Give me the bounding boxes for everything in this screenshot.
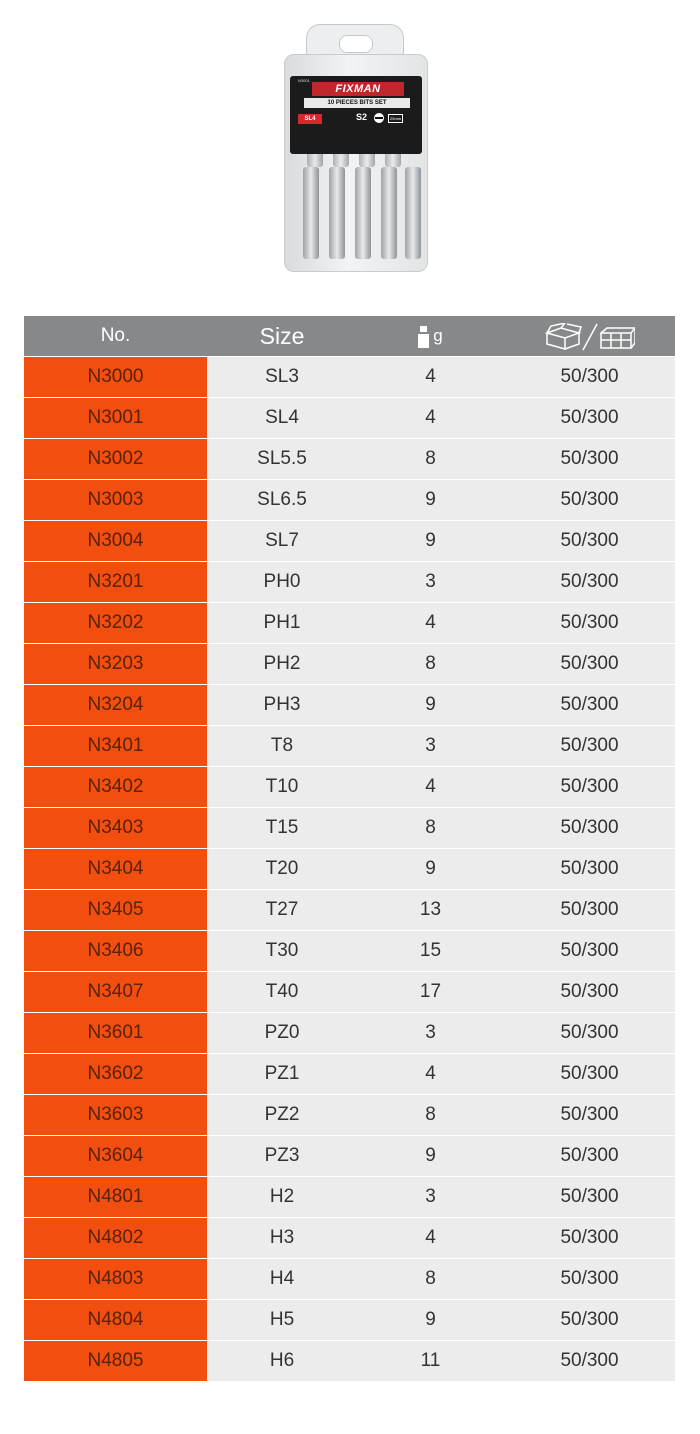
packing-qty-cell: 50/300 <box>504 1259 675 1299</box>
packing-qty-cell: 50/300 <box>504 890 675 930</box>
product-label <box>290 76 422 154</box>
hanger-hole <box>339 35 373 53</box>
product-image <box>276 24 436 272</box>
part-number-cell: N4803 <box>24 1259 207 1299</box>
size-cell: H2 <box>207 1177 357 1217</box>
weight-cell: 9 <box>357 480 504 520</box>
packing-qty-cell: 50/300 <box>504 808 675 848</box>
part-number-cell: N3402 <box>24 767 207 807</box>
part-number-cell: N3604 <box>24 1136 207 1176</box>
table-row <box>24 1054 675 1094</box>
size-cell: PZ2 <box>207 1095 357 1135</box>
packing-qty-cell: 50/300 <box>504 644 675 684</box>
part-number-cell: N3001 <box>24 398 207 438</box>
part-number-cell: N3003 <box>24 480 207 520</box>
part-number-cell: N3603 <box>24 1095 207 1135</box>
weight-cell: 4 <box>357 357 504 397</box>
set-name: 10 PIECES BITS SET <box>304 98 410 108</box>
packing-qty-cell: 50/300 <box>504 1341 675 1381</box>
size-cell: PH2 <box>207 644 357 684</box>
packing-qty-cell: 50/300 <box>504 685 675 725</box>
packing-qty-cell: 50/300 <box>504 1136 675 1176</box>
size-cell: SL4 <box>207 398 357 438</box>
weight-cell: 9 <box>357 1300 504 1340</box>
packing-qty-cell: 50/300 <box>504 931 675 971</box>
size-cell: T15 <box>207 808 357 848</box>
type-badge: SL4 <box>298 114 322 124</box>
size-cell: SL5.5 <box>207 439 357 479</box>
table-row <box>24 1300 675 1340</box>
table-row <box>24 603 675 643</box>
packing-qty-cell: 50/300 <box>504 1218 675 1258</box>
part-number-cell: N3201 <box>24 562 207 602</box>
size-cell: PZ3 <box>207 1136 357 1176</box>
part-number-cell: N4805 <box>24 1341 207 1381</box>
table-row <box>24 521 675 561</box>
weight-cell: 9 <box>357 685 504 725</box>
product-code: N3001 <box>298 78 310 83</box>
size-cell: T27 <box>207 890 357 930</box>
size-cell: SL3 <box>207 357 357 397</box>
part-number-cell: N3404 <box>24 849 207 889</box>
part-number-cell: N3401 <box>24 726 207 766</box>
part-number-cell: N3406 <box>24 931 207 971</box>
packing-qty-cell: 50/300 <box>504 480 675 520</box>
size-cell: PZ1 <box>207 1054 357 1094</box>
packing-qty-cell: 50/300 <box>504 849 675 889</box>
part-number-cell: N4801 <box>24 1177 207 1217</box>
part-number-cell: N3004 <box>24 521 207 561</box>
packing-qty-cell: 50/300 <box>504 439 675 479</box>
table-row <box>24 685 675 725</box>
header-no: No. <box>100 325 131 346</box>
weight-cell: 4 <box>357 1218 504 1258</box>
table-row <box>24 1136 675 1176</box>
packing-qty-cell: 50/300 <box>504 398 675 438</box>
table-row <box>24 849 675 889</box>
size-cell: H6 <box>207 1341 357 1381</box>
table-row <box>24 972 675 1012</box>
weight-cell: 9 <box>357 849 504 889</box>
weight-cell: 4 <box>357 1054 504 1094</box>
part-number-cell: N3204 <box>24 685 207 725</box>
weight-cell: 8 <box>357 439 504 479</box>
packing-qty-cell: 50/300 <box>504 1300 675 1340</box>
weight-cell: 8 <box>357 644 504 684</box>
size-cell: PH3 <box>207 685 357 725</box>
table-row <box>24 1259 675 1299</box>
weight-cell: 11 <box>357 1341 504 1381</box>
packing-qty-cell: 50/300 <box>504 1177 675 1217</box>
table-row <box>24 808 675 848</box>
table-row <box>24 480 675 520</box>
weight-cell: 4 <box>357 767 504 807</box>
size-cell: PH1 <box>207 603 357 643</box>
table-row <box>24 1013 675 1053</box>
packing-qty-cell: 50/300 <box>504 521 675 561</box>
table-row <box>24 439 675 479</box>
weight-cell: 13 <box>357 890 504 930</box>
material-text: S2 <box>356 112 368 122</box>
size-cell: T40 <box>207 972 357 1012</box>
table-row <box>24 1177 675 1217</box>
packing-qty-cell: 50/300 <box>504 1095 675 1135</box>
weight-cell: 3 <box>357 726 504 766</box>
header-size: Size <box>259 323 305 349</box>
packing-qty-cell: 50/300 <box>504 767 675 807</box>
table-header <box>24 316 675 356</box>
size-cell: H4 <box>207 1259 357 1299</box>
weight-cell: 3 <box>357 562 504 602</box>
table-row <box>24 398 675 438</box>
size-cell: T10 <box>207 767 357 807</box>
part-number-cell: N3403 <box>24 808 207 848</box>
size-cell: T8 <box>207 726 357 766</box>
slotted-icon <box>374 113 384 123</box>
weight-cell: 4 <box>357 398 504 438</box>
part-number-cell: N3000 <box>24 357 207 397</box>
packing-qty-cell: 50/300 <box>504 1013 675 1053</box>
packing-qty-cell: 50/300 <box>504 1054 675 1094</box>
weight-cell: 9 <box>357 1136 504 1176</box>
size-cell: T30 <box>207 931 357 971</box>
weight-cell: 9 <box>357 521 504 561</box>
part-number-cell: N4804 <box>24 1300 207 1340</box>
carton-box-icon <box>545 323 635 351</box>
header-packing <box>504 316 675 356</box>
weight-cell: 8 <box>357 1259 504 1299</box>
weight-unit: g <box>433 326 443 345</box>
table-row <box>24 1341 675 1381</box>
person-icon <box>418 326 430 348</box>
part-number-cell: N3407 <box>24 972 207 1012</box>
part-number-cell: N3601 <box>24 1013 207 1053</box>
part-number-cell: N3602 <box>24 1054 207 1094</box>
packing-qty-cell: 50/300 <box>504 603 675 643</box>
packing-qty-cell: 50/300 <box>504 726 675 766</box>
weight-cell: 17 <box>357 972 504 1012</box>
weight-cell: 4 <box>357 603 504 643</box>
size-cell: T20 <box>207 849 357 889</box>
size-cell: H5 <box>207 1300 357 1340</box>
table-row <box>24 1095 675 1135</box>
part-number-cell: N4802 <box>24 1218 207 1258</box>
table-row <box>24 767 675 807</box>
weight-cell: 8 <box>357 808 504 848</box>
packing-qty-cell: 50/300 <box>504 562 675 602</box>
header-weight <box>357 316 504 356</box>
part-number-cell: N3002 <box>24 439 207 479</box>
size-cell: SL7 <box>207 521 357 561</box>
size-cell: PH0 <box>207 562 357 602</box>
weight-cell: 3 <box>357 1177 504 1217</box>
table-row <box>24 931 675 971</box>
spec-table <box>24 316 675 1381</box>
packing-qty-cell: 50/300 <box>504 972 675 1012</box>
size-cell: PZ0 <box>207 1013 357 1053</box>
table-row <box>24 726 675 766</box>
length-text: 25mm <box>390 116 402 121</box>
table-row <box>24 644 675 684</box>
brand-logo: FIXMAN <box>312 82 404 96</box>
part-number-cell: N3202 <box>24 603 207 643</box>
size-cell: SL6.5 <box>207 480 357 520</box>
table-row <box>24 890 675 930</box>
weight-cell: 3 <box>357 1013 504 1053</box>
part-number-cell: N3203 <box>24 644 207 684</box>
table-row <box>24 1218 675 1258</box>
weight-cell: 15 <box>357 931 504 971</box>
table-row <box>24 357 675 397</box>
size-cell: H3 <box>207 1218 357 1258</box>
part-number-cell: N3405 <box>24 890 207 930</box>
table-body <box>24 357 675 1381</box>
table-row <box>24 562 675 602</box>
packing-qty-cell: 50/300 <box>504 357 675 397</box>
weight-cell: 8 <box>357 1095 504 1135</box>
